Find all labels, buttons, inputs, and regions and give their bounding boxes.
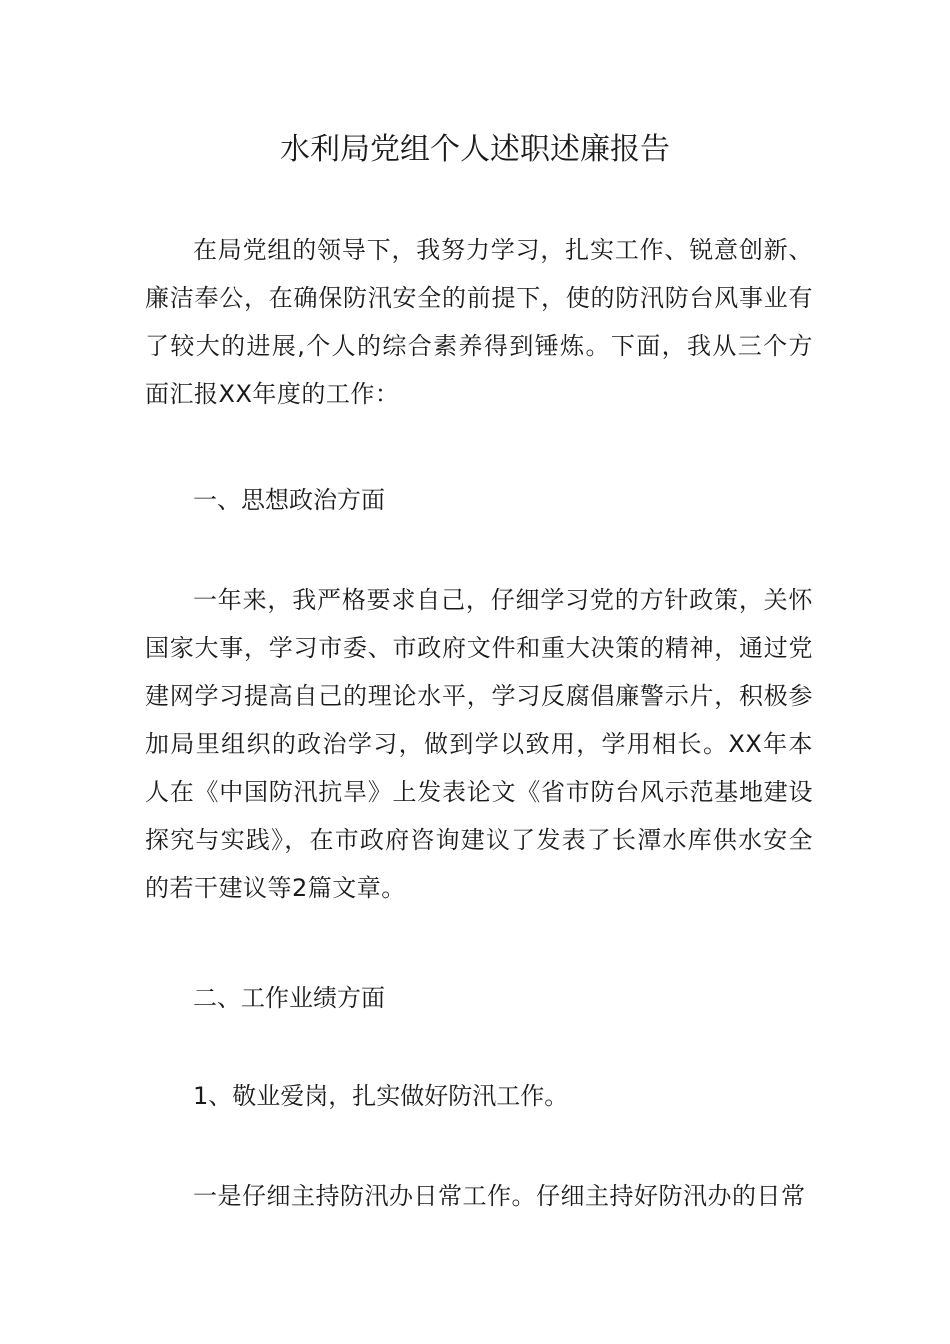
document-title: 水利局党组个人述职述廉报告 bbox=[280, 132, 670, 167]
section-one-paragraph: 一年来，我严格要求自己，仔细学习党的方针政策，关怀国家大事，学习市委、市政府文件和重大决策的精神，通过党建网学习提高自己的理论水平，学习反腐倡廉警示片，积极参加局里组织的政治学习，做到学以致用，学用相长。XX年本人在《中国防汛抗旱》上发表论文《省市防台风示范基地建设探究与实践》，在市政府咨询建议了发表了长潭水库供水安全的若干建议等2篇文章。 bbox=[145, 586, 813, 902]
section-two-paragraph: 一是仔细主持防汛办日常工作。仔细主持好防汛办的日常 bbox=[193, 1182, 806, 1210]
section-two-subheading: 1、敬业爱岗，扎实做好防汛工作。 bbox=[193, 1082, 569, 1110]
section-one-heading: 一、思想政治方面 bbox=[193, 486, 385, 514]
intro-paragraph: 在局党组的领导下，我努力学习，扎实工作、锐意创新、廉洁奉公，在确保防汛安全的前提下，使的防汛防台风事业有了较大的进展,个人的综合素养得到锤炼。下面，我从三个方面汇报XX年度的工作： bbox=[145, 236, 813, 408]
section-two-heading: 二、工作业绩方面 bbox=[193, 984, 385, 1012]
